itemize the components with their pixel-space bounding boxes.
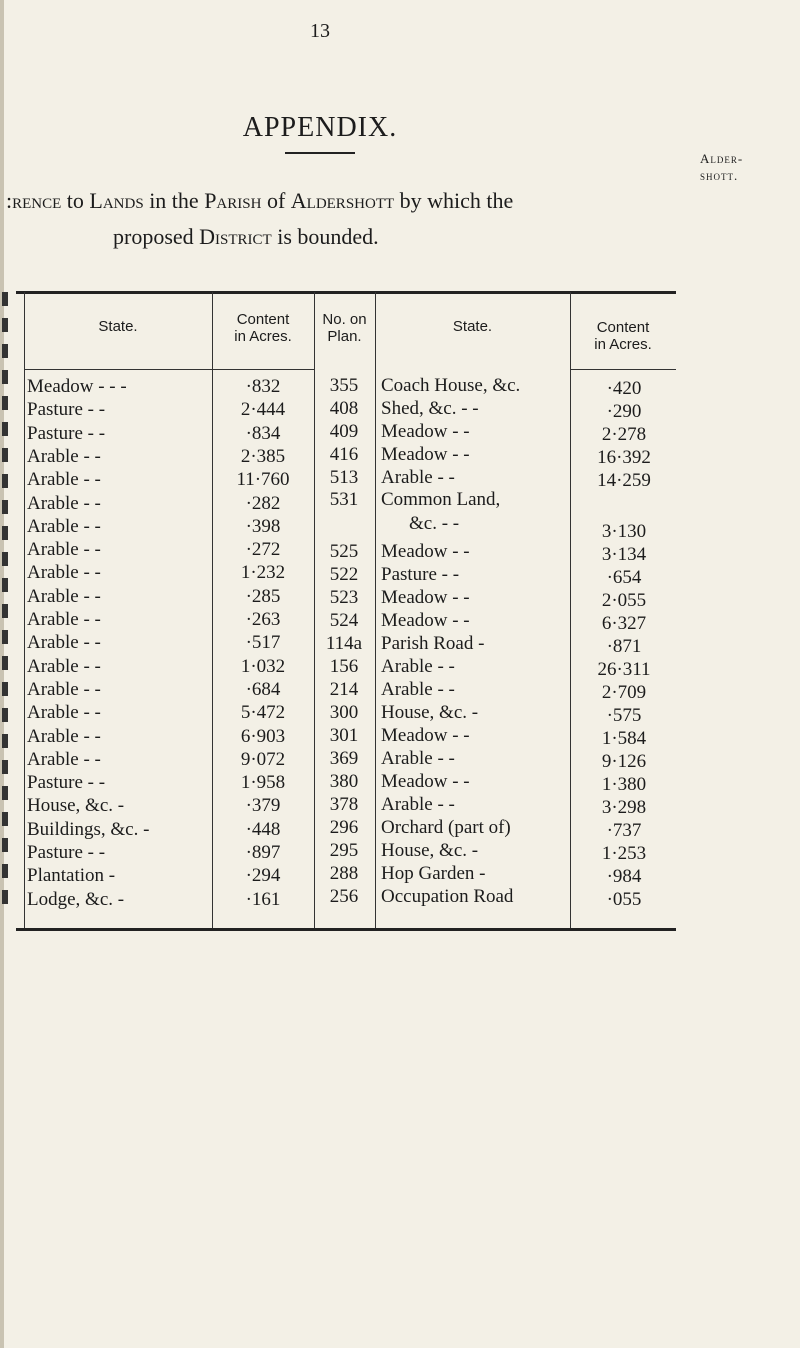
header-plan <box>314 311 375 345</box>
plan-number-cell: 288 <box>329 863 359 884</box>
left-content-cell: 5·472 <box>240 702 286 723</box>
edge-mark <box>2 526 8 540</box>
header-content-line-1: Content <box>236 311 290 328</box>
edge-mark <box>2 656 8 670</box>
right-state-cell: Hop Garden - <box>381 863 486 884</box>
right-state-cell: Arable - - <box>381 467 455 488</box>
right-state-cell: Meadow - - <box>381 587 470 608</box>
heading-text: of <box>261 188 291 213</box>
right-content-cell: 16·392 <box>597 447 651 468</box>
table-heading-line-2 <box>113 224 379 250</box>
header-rule <box>212 369 314 370</box>
plan-number-cell: 524 <box>329 610 359 631</box>
right-content-cell: ·654 <box>606 567 642 588</box>
table-top-rule <box>16 291 676 294</box>
left-content-cell: 6·903 <box>240 726 286 747</box>
left-state-cell: Arable - - <box>27 539 101 560</box>
header-plan-line-1: No. on <box>322 311 367 328</box>
right-content-cell: 2·055 <box>601 590 647 611</box>
right-content-cell: 14·259 <box>597 470 651 491</box>
left-content-cell: 1·032 <box>240 656 286 677</box>
heading-lands: Lands <box>89 188 144 213</box>
heading-text: proposed <box>113 224 200 249</box>
edge-mark <box>2 786 8 800</box>
left-content-cell: ·285 <box>245 586 281 607</box>
left-content-cell: ·448 <box>245 819 281 840</box>
edge-mark <box>2 370 8 384</box>
left-state-cell: Arable - - <box>27 609 101 630</box>
plan-number-cell: 214 <box>329 679 359 700</box>
left-content-cell: ·398 <box>245 516 281 537</box>
plan-number-cell: 156 <box>329 656 359 677</box>
header-state-2: State. <box>452 318 493 335</box>
edge-mark <box>2 838 8 852</box>
table-heading-line-1 <box>6 188 513 214</box>
edge-mark <box>2 396 8 410</box>
plan-number-cell: 522 <box>329 564 359 585</box>
left-content-cell: ·263 <box>245 609 281 630</box>
right-content-cell <box>569 492 679 518</box>
edge-mark <box>2 500 8 514</box>
right-content-cell: 1·584 <box>601 728 647 749</box>
right-state-cell: Meadow - - <box>381 610 470 631</box>
edge-mark <box>2 318 8 332</box>
heading-prefix: :rence <box>6 188 62 213</box>
plan-number-cell: 114a <box>325 633 363 654</box>
edge-mark <box>2 448 8 462</box>
left-content-cell: 1·958 <box>240 772 286 793</box>
right-state-cell: Arable - - <box>381 748 455 769</box>
right-state-cell: &c. - - <box>409 513 460 534</box>
left-content-cell: ·897 <box>245 842 281 863</box>
plan-number-cell: 295 <box>329 840 359 861</box>
plan-number-cell: 416 <box>329 444 359 465</box>
edge-mark <box>2 734 8 748</box>
edge-mark <box>2 474 8 488</box>
margin-note <box>700 150 800 184</box>
left-content-cell: 2·385 <box>240 446 286 467</box>
plan-number-cell: 300 <box>329 702 359 723</box>
heading-text: in the <box>143 188 205 213</box>
right-content-cell: 3·298 <box>601 797 647 818</box>
plan-number-cell: 369 <box>329 748 359 769</box>
right-content-cell: 3·130 <box>601 521 647 542</box>
binding-edge-marks <box>0 280 12 940</box>
header-content-2-line-1: Content <box>596 319 650 336</box>
header-rule <box>570 369 676 370</box>
right-state-cell: House, &c. - <box>381 840 479 861</box>
plan-number-cell: 531 <box>329 489 359 510</box>
left-content-cell: ·684 <box>245 679 281 700</box>
header-plan-line-2: Plan. <box>327 328 362 345</box>
header-content-2 <box>570 319 676 353</box>
plan-number-cell: 296 <box>329 817 359 838</box>
left-state-cell: Arable - - <box>27 656 101 677</box>
left-state-cell: Arable - - <box>27 726 101 747</box>
column-divider <box>24 292 25 928</box>
left-state-cell: Pasture - - <box>27 399 106 420</box>
heading-text: is bounded. <box>271 224 379 249</box>
right-state-cell: Coach House, &c. <box>381 375 521 396</box>
left-state-cell: Arable - - <box>27 632 101 653</box>
plan-number-cell: 513 <box>329 467 359 488</box>
edge-mark <box>2 708 8 722</box>
left-state-cell: Buildings, &c. - <box>27 819 150 840</box>
left-state-cell: Arable - - <box>27 679 101 700</box>
left-state-cell: Lodge, &c. - <box>27 889 125 910</box>
margin-note-line-1: Alder- <box>700 151 744 166</box>
edge-mark <box>2 812 8 826</box>
edge-mark <box>2 552 8 566</box>
right-state-cell: Arable - - <box>381 656 455 677</box>
right-content-cell: 1·380 <box>601 774 647 795</box>
left-state-cell: Meadow - - - <box>27 376 127 397</box>
right-content-cell: 3·134 <box>601 544 647 565</box>
left-state-cell: House, &c. - <box>27 795 125 816</box>
plan-number-cell: 380 <box>329 771 359 792</box>
heading-parish: Parish <box>204 188 262 213</box>
left-content-cell: ·272 <box>245 539 281 560</box>
right-state-cell: Common Land, <box>381 489 501 510</box>
left-content-cell: ·294 <box>245 865 281 886</box>
left-state-cell: Arable - - <box>27 586 101 607</box>
edge-mark <box>2 864 8 878</box>
left-state-cell: Arable - - <box>27 493 101 514</box>
left-state-cell: Arable - - <box>27 469 101 490</box>
right-state-cell: Arable - - <box>381 794 455 815</box>
page-number: 13 <box>310 20 330 42</box>
left-content-cell: 11·760 <box>236 469 290 490</box>
left-content-cell: 2·444 <box>240 399 286 420</box>
edge-mark <box>2 682 8 696</box>
right-state-cell: Meadow - - <box>381 541 470 562</box>
edge-mark <box>2 630 8 644</box>
plan-number-cell: 378 <box>329 794 359 815</box>
right-state-cell: Arable - - <box>381 679 455 700</box>
header-content <box>212 311 314 345</box>
right-content-cell: 1·253 <box>601 843 647 864</box>
plan-number-cell: 408 <box>329 398 359 419</box>
plan-number-cell: 256 <box>329 886 359 907</box>
right-content-cell: 6·327 <box>601 613 647 634</box>
edge-mark <box>2 292 8 306</box>
right-state-cell: Meadow - - <box>381 444 470 465</box>
right-content-cell: 9·126 <box>601 751 647 772</box>
left-content-cell: ·834 <box>245 423 281 444</box>
right-content-cell: ·984 <box>606 866 642 887</box>
right-state-cell: Parish Road - <box>381 633 485 654</box>
left-state-cell: Pasture - - <box>27 772 106 793</box>
left-state-cell: Arable - - <box>27 446 101 467</box>
left-state-cell: Arable - - <box>27 702 101 723</box>
heading-district: District <box>199 224 272 249</box>
right-state-cell: House, &c. - <box>381 702 479 723</box>
right-content-cell: 26·311 <box>597 659 651 680</box>
right-content-cell: ·290 <box>606 401 642 422</box>
left-content-cell: 9·072 <box>240 749 286 770</box>
plan-number-cell: 409 <box>329 421 359 442</box>
edge-mark <box>2 890 8 904</box>
edge-mark <box>2 422 8 436</box>
table-bottom-rule <box>16 928 676 931</box>
plan-number-cell: 525 <box>329 541 359 562</box>
right-state-cell: Meadow - - <box>381 725 470 746</box>
right-state-cell: Pasture - - <box>381 564 460 585</box>
left-content-cell: 1·232 <box>240 562 286 583</box>
edge-mark <box>2 344 8 358</box>
header-state: State. <box>98 318 138 335</box>
left-content-cell: ·517 <box>245 632 281 653</box>
left-state-cell: Arable - - <box>27 749 101 770</box>
right-content-cell: ·575 <box>606 705 642 726</box>
column-divider <box>375 292 376 928</box>
left-content-cell: ·282 <box>245 493 281 514</box>
page-title: APPENDIX. <box>242 112 398 143</box>
right-state-cell: Shed, &c. - - <box>381 398 479 419</box>
plan-number-cell: 523 <box>329 587 359 608</box>
right-content-cell: ·871 <box>606 636 642 657</box>
left-content-cell: ·379 <box>245 795 281 816</box>
right-content-cell: ·055 <box>606 889 642 910</box>
left-state-cell: Arable - - <box>27 562 101 583</box>
left-state-cell: Pasture - - <box>27 423 106 444</box>
right-content-cell: ·420 <box>606 378 642 399</box>
edge-mark <box>2 578 8 592</box>
edge-mark <box>2 760 8 774</box>
header-content-2-line-2: in Acres. <box>594 336 652 353</box>
left-state-cell: Arable - - <box>27 516 101 537</box>
left-state-cell: Plantation - <box>27 865 116 886</box>
heading-place: Aldershott <box>290 188 395 213</box>
heading-text: by which the <box>394 188 514 213</box>
right-state-cell: Occupation Road <box>381 886 514 907</box>
left-content-cell: ·161 <box>245 889 281 910</box>
left-content-cell: ·832 <box>245 376 281 397</box>
right-content-cell: 2·278 <box>601 424 647 445</box>
right-state-cell: Meadow - - <box>381 771 470 792</box>
right-state-cell: Meadow - - <box>381 421 470 442</box>
left-state-cell: Pasture - - <box>27 842 106 863</box>
title-rule <box>285 152 355 154</box>
header-rule <box>24 369 212 370</box>
margin-note-line-2: shott. <box>700 168 739 183</box>
plan-number-cell: 301 <box>329 725 359 746</box>
header-content-line-2: in Acres. <box>234 328 292 345</box>
edge-mark <box>2 604 8 618</box>
right-state-cell: Orchard (part of) <box>381 817 511 838</box>
plan-number-cell: 355 <box>329 375 359 396</box>
right-content-cell: 2·709 <box>601 682 647 703</box>
heading-text: to <box>61 188 90 213</box>
right-content-cell: ·737 <box>606 820 642 841</box>
